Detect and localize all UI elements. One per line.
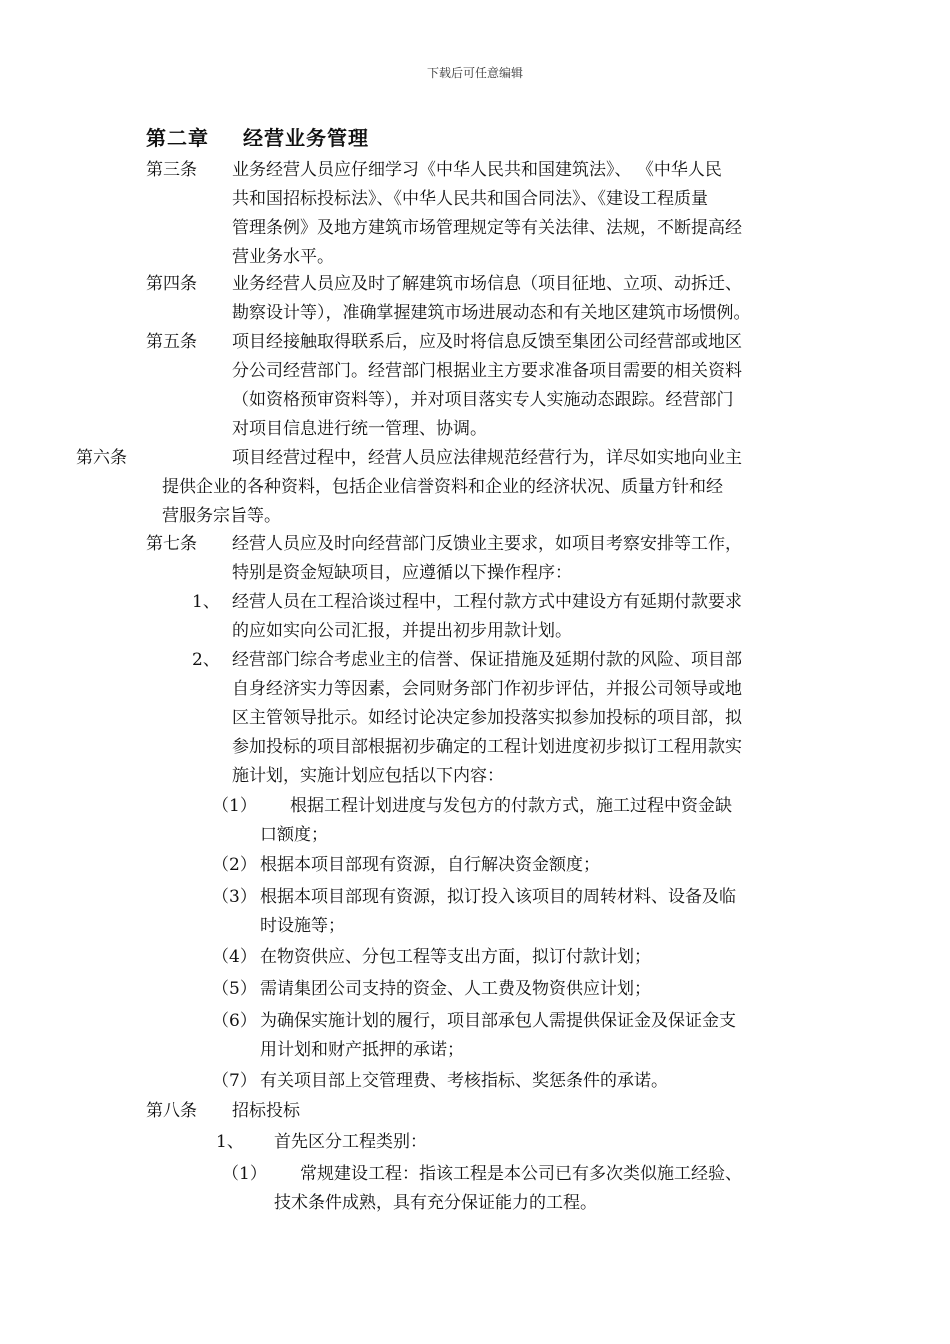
- article-4-text: [232, 270, 751, 328]
- article-8-text: [232, 1097, 300, 1126]
- text-line: 需请集团公司支持的资金、人工费及物资供应计划；: [260, 979, 651, 999]
- article-5-text: [232, 328, 742, 444]
- text-line: 首先区分工程类别：: [274, 1132, 427, 1152]
- list-item: [232, 588, 742, 646]
- sub-item-number: （1）: [222, 1164, 267, 1184]
- text-line: 分公司经营部门。经营部门根据业主方要求准备项目需要的相关资料: [232, 361, 742, 381]
- article-7-label: 第七条: [146, 534, 197, 554]
- list-item-number: 1、: [192, 592, 220, 612]
- list-item-number: 2、: [192, 650, 220, 670]
- list-item: [232, 646, 742, 791]
- article-3-text: [232, 156, 742, 272]
- article-6-label: 第六条: [76, 448, 127, 468]
- text-line: 根据本项目部现有资源，拟订投入该项目的周转材料、设备及临: [260, 887, 736, 907]
- text-line: 项目经接触取得联系后，应及时将信息反馈至集团公司经营部或地区: [232, 332, 742, 352]
- text-line: 常规建设工程：指该工程是本公司已有多次类似施工经验、: [300, 1164, 742, 1184]
- sub-item-number: （6）: [212, 1011, 257, 1031]
- text-line: 共和国招标投标法》、《中华人民共和国合同法》、《建设工程质量: [232, 189, 708, 209]
- sub-item-number: （2）: [212, 855, 257, 875]
- sub-item: [260, 1067, 668, 1096]
- text-line: 的应如实向公司汇报，并提出初步用款计划。: [232, 621, 572, 641]
- text-line: 参加投标的项目部根据初步确定的工程计划进度初步拟订工程用款实: [232, 737, 742, 757]
- sub-item-number: （7）: [212, 1071, 257, 1091]
- list-item: [274, 1128, 427, 1157]
- text-line: 区主管领导批示。如经讨论决定参加投落实拟参加投标的项目部，拟: [232, 708, 742, 728]
- list-item-number: 1、: [216, 1132, 244, 1152]
- text-line: 管理条例》及地方建筑市场管理规定等有关法律、法规，不断提高经: [232, 218, 742, 238]
- sub-item-number: （1）: [212, 796, 257, 816]
- text-line: 技术条件成熟，具有充分保证能力的工程。: [274, 1193, 597, 1213]
- text-line: 施计划，实施计划应包括以下内容：: [232, 766, 504, 786]
- article-5-label: 第五条: [146, 332, 197, 352]
- sub-item: [260, 1007, 736, 1065]
- text-line: 根据本项目部现有资源，自行解决资金额度；: [260, 855, 600, 875]
- sub-item: [260, 943, 651, 972]
- article-8-label: 第八条: [146, 1101, 197, 1121]
- text-line: 营服务宗旨等。: [162, 506, 281, 526]
- text-line: 项目经营过程中，经营人员应法律规范经营行为，详尽如实地向业主: [232, 448, 742, 468]
- sub-item: [260, 883, 736, 941]
- sub-item-number: （5）: [212, 979, 257, 999]
- text-line: 口额度；: [260, 825, 328, 845]
- text-line: 根据工程计划进度与发包方的付款方式，施工过程中资金缺: [290, 796, 732, 816]
- text-line: 有关项目部上交管理费、考核指标、奖惩条件的承诺。: [260, 1071, 668, 1091]
- article-6-text: [162, 444, 742, 531]
- text-line: 特别是资金短缺项目，应遵循以下操作程序：: [232, 563, 572, 583]
- article-7-text: [232, 530, 742, 588]
- page-header-note: 下载后可任意编辑: [426, 66, 523, 80]
- sub-item: [260, 975, 651, 1004]
- text-line: 招标投标: [232, 1101, 300, 1121]
- text-line: 为确保实施计划的履行，项目部承包人需提供保证金及保证金支: [260, 1011, 736, 1031]
- sub-item: [274, 1160, 742, 1218]
- chapter-number: 第二章: [146, 126, 209, 150]
- text-line: 经营部门综合考虑业主的信誉、保证措施及延期付款的风险、项目部: [232, 650, 742, 670]
- text-line: 用计划和财产抵押的承诺；: [260, 1040, 464, 1060]
- sub-item-number: （3）: [212, 887, 257, 907]
- text-line: 自身经济实力等因素，会同财务部门作初步评估，并报公司领导或地: [232, 679, 742, 699]
- text-line: 对项目信息进行统一管理、协调。: [232, 419, 487, 439]
- text-line: 提供企业的各种资料，包括企业信誉资料和企业的经济状况、质量方针和经: [162, 477, 723, 497]
- text-line: 业务经营人员应仔细学习《中华人民共和国建筑法》、 《中华人民: [232, 160, 722, 180]
- text-line: 经营人员应及时向经营部门反馈业主要求，如项目考察安排等工作，: [232, 534, 742, 554]
- text-line: 经营人员在工程洽谈过程中，工程付款方式中建设方有延期付款要求: [232, 592, 742, 612]
- chapter-title: 经营业务管理: [243, 126, 369, 150]
- text-line: 业务经营人员应及时了解建筑市场信息（项目征地、立项、动拆迁、: [232, 274, 742, 294]
- sub-item: [260, 851, 600, 880]
- text-line: 在物资供应、分包工程等支出方面，拟订付款计划；: [260, 947, 651, 967]
- article-3-label: 第三条: [146, 160, 197, 180]
- text-line: 勘察设计等），准确掌握建筑市场进展动态和有关地区建筑市场惯例。: [232, 303, 751, 323]
- text-line: （如资格预审资料等），并对项目落实专人实施动态跟踪。经营部门: [232, 390, 734, 410]
- text-line: 时设施等；: [260, 916, 345, 936]
- text-line: 营业务水平。: [232, 247, 334, 267]
- sub-item-number: （4）: [212, 947, 257, 967]
- chapter-heading: [146, 122, 369, 151]
- article-4-label: 第四条: [146, 274, 197, 294]
- sub-item: [260, 792, 732, 850]
